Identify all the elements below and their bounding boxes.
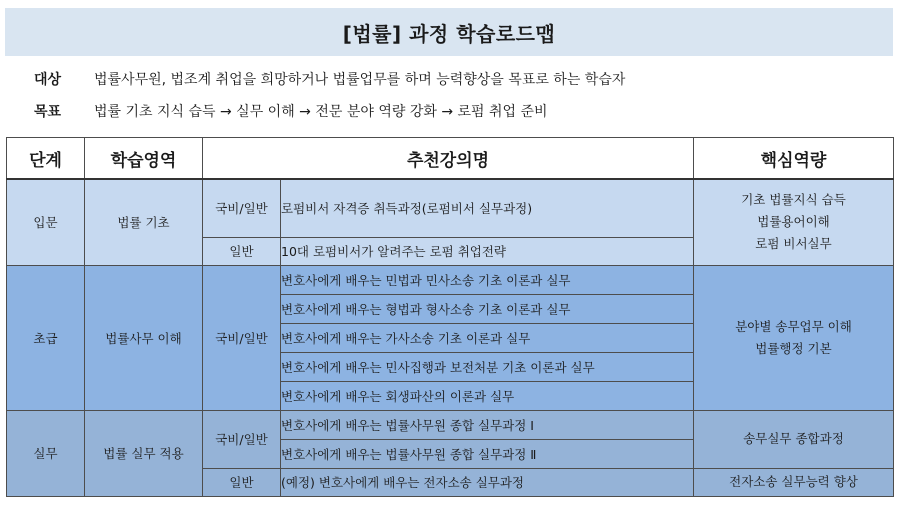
- area-cell: 법률 기초: [85, 179, 203, 265]
- course-cell: 변호사에게 배우는 회생파산의 이론과 실무: [281, 381, 694, 410]
- header-competency: 핵심역량: [694, 138, 894, 180]
- competency-item: 기초 법률지식 습득: [741, 192, 846, 208]
- competency-cell: 전자소송 실무능력 향상: [694, 468, 894, 496]
- course-cell: 변호사에게 배우는 법률사무원 종합 실무과정 Ⅰ: [281, 410, 694, 439]
- stage-cell: 초급: [7, 265, 85, 410]
- course-cell: 변호사에게 배우는 형법과 형사소송 기초 이론과 실무: [281, 294, 694, 323]
- competency-cell: [694, 179, 894, 265]
- competency-item: 법률행정 기본: [755, 340, 832, 356]
- target-label: 대상: [34, 72, 62, 88]
- course-type-cell: 일반: [203, 237, 281, 265]
- competency-item: 분야별 송무업무 이해: [735, 318, 852, 334]
- goal-row: [34, 101, 548, 121]
- course-cell: 변호사에게 배우는 법률사무원 종합 실무과정 Ⅱ: [281, 439, 694, 468]
- competency-cell: [694, 265, 894, 410]
- title-banner: [5, 8, 893, 56]
- competency-cell: 송무실무 종합과정: [694, 410, 894, 468]
- course-cell: 로펌비서 자격증 취득과정(로펌비서 실무과정): [281, 179, 694, 237]
- course-cell: 변호사에게 배우는 민법과 민사소송 기초 이론과 실무: [281, 265, 694, 294]
- stage-cell: 실무: [7, 410, 85, 496]
- course-type-cell: 국비/일반: [203, 410, 281, 468]
- goal-label: 목표: [34, 104, 62, 120]
- course-cell: 10대 로펌비서가 알려주는 로펌 취업전략: [281, 237, 694, 265]
- target-value: 법률사무원, 법조계 취업을 희망하거나 법률업무를 하며 능력향상을 목표로 하는 학습자: [94, 72, 626, 88]
- competency-item: 법률용어이해: [757, 214, 830, 230]
- header-stage: 단계: [7, 138, 85, 180]
- table-row: [7, 265, 894, 294]
- course-cell: 변호사에게 배우는 민사집행과 보전처분 기초 이론과 실무: [281, 352, 694, 381]
- roadmap-table: [6, 137, 894, 497]
- area-cell: 법률 실무 적용: [85, 410, 203, 496]
- table-row: [7, 410, 894, 439]
- area-cell: 법률사무 이해: [85, 265, 203, 410]
- target-row: [34, 69, 625, 89]
- course-type-cell: 국비/일반: [203, 179, 281, 237]
- table-row: [7, 179, 894, 237]
- header-courses: 추천강의명: [203, 138, 694, 180]
- goal-value: 법률 기초 지식 습득 → 실무 이해 → 전문 분야 역량 강화 → 로펌 취업 준비: [94, 104, 548, 120]
- course-type-cell: 국비/일반: [203, 265, 281, 410]
- header-area: 학습영역: [85, 138, 203, 180]
- table-header-row: [7, 138, 894, 180]
- course-cell: (예정) 변호사에게 배우는 전자소송 실무과정: [281, 468, 694, 496]
- competency-item: 로펌 비서실무: [755, 236, 832, 252]
- stage-cell: 입문: [7, 179, 85, 265]
- page-title: [법률] 과정 학습로드맵: [342, 21, 556, 46]
- course-type-cell: 일반: [203, 468, 281, 496]
- course-cell: 변호사에게 배우는 가사소송 기초 이론과 실무: [281, 323, 694, 352]
